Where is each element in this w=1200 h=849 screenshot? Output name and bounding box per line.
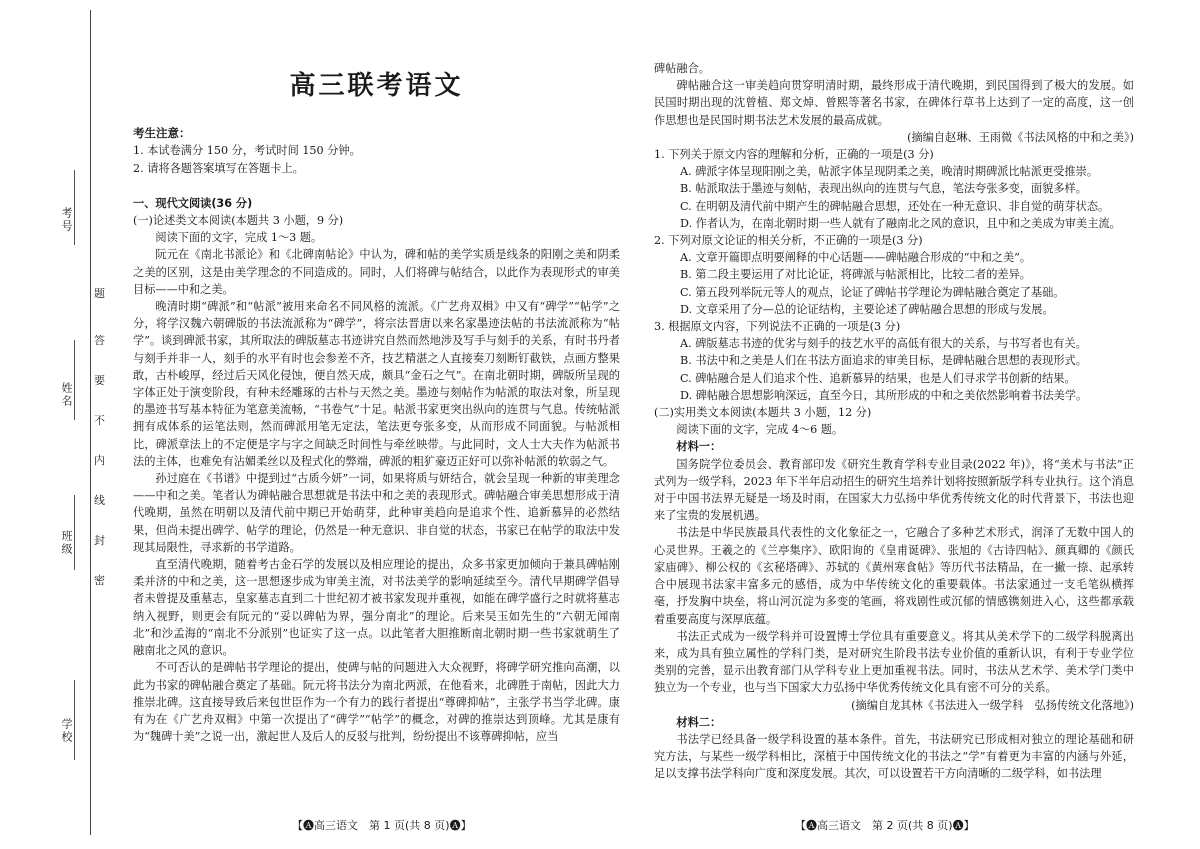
material-label: 材料二： bbox=[676, 715, 722, 729]
exam-no-label: 考号 bbox=[60, 207, 73, 233]
subsection-heading: (二)实用类文本阅读(本题共 3 小题，12 分) bbox=[654, 406, 872, 420]
question-option: B. 帖派取法于墨迹与刻帖，表现出纵向的连贯与气息，笔法夸张多变，面貌多样。 bbox=[680, 182, 1087, 196]
question-stem: 3. 根据原文内容，下列说法不正确的一项是(3 分) bbox=[654, 320, 901, 334]
question-option: C. 碑帖融合是人们追求个性、追新慕异的结果，也是人们寻求学书创新的结果。 bbox=[680, 371, 1076, 385]
notice-heading: 考生注意： bbox=[133, 126, 191, 141]
page-footer-left: 【🅐高三语文 第 1 页(共 8 页)🅐】 bbox=[292, 819, 472, 832]
notice-item: 2. 请将各题答案填写在答题卡上。 bbox=[133, 161, 304, 175]
class-underline bbox=[74, 495, 75, 570]
passage-paragraph: 直至清代晚期，随着考古金石学的发展以及相应理论的提出，众多书家更加倾向于兼具碑帖刚柔并济的中和之美，这一思想逐步成为审美主流，对书法美学的影响延续至今。清代早期碑学倡导者未曾提及重墓志，皇家墓志直到二十世纪初才被书家发现并重视，如能在碑学盛行之时就将墓志纳入视野，则更会有阮元的“妥以碑帖为界，强分南北”的理论。后来吴玉如先生的“六朝无闻南北”和沙孟海的“南北不分派别”也证实了这一点。以此笔者大胆推断南北朝时期一些书家就萌生了融南北之风的意识。 bbox=[133, 558, 620, 658]
material-paragraph: 书法学已经具备一级学科设置的基本条件。首先，书法研究已形成相对独立的理论基础和研究方法，与某些一级学科相比，深植于中国传统文化的书法之“学”有着更为丰富的内涵与外延，足以支撑书法学科向广度和深度发展。其次，可以设置若干方向清晰的二级学科，如书法理 bbox=[654, 732, 1134, 781]
seal-char: 密 bbox=[94, 574, 105, 587]
source-citation: (摘编自龙其林《书法进入一级学科 弘扬传统文化落地》) bbox=[851, 698, 1134, 712]
passage-paragraph: 碑帖融合。 bbox=[654, 62, 710, 75]
material-paragraph: 书法正式成为一级学科并可设置博士学位具有重要意义。将其从美术学下的二级学科脱离出来，成为具有独立属性的学科门类，是对研究生阶段书法专业价值的重新认识，有利于专业学位类别的完善，显示出教育部门从学科专业上更加重视书法。同时，书法从艺术学、美术学门类中独立为一个专业，也与当下国家大力弘扬中华优秀传统文化具有密不可分的关系。 bbox=[654, 629, 1134, 695]
question-option: D. 文章采用了分—总的论证结构，主要论述了碑帖融合思想的形成与发展。 bbox=[680, 302, 1054, 316]
question-option: D. 碑帖融合思想影响深远，直至今日，其所形成的中和之美依然影响着书法美学。 bbox=[680, 388, 1088, 402]
seal-char: 线 bbox=[94, 494, 105, 507]
instruction: 阅读下面的文字，完成 4～6 题。 bbox=[676, 423, 844, 437]
notice-item: 1. 本试卷满分 150 分，考试时间 150 分钟。 bbox=[133, 144, 361, 158]
question-option: A. 文章开篇即点明要阐释的中心话题——碑帖融合形成的“中和之美”。 bbox=[680, 251, 1032, 265]
source-citation: (摘编自赵琳、王雨微《书法风格的中和之美》) bbox=[907, 130, 1134, 144]
material-label: 材料一： bbox=[676, 440, 722, 454]
school-underline bbox=[74, 680, 75, 760]
binding-line bbox=[90, 10, 91, 835]
question-option: A. 碑版墓志书迹的优劣与刻手的技艺水平的高低有很大的关系，与书写者也有关。 bbox=[680, 337, 1087, 351]
question-stem: 2. 下列对原文论证的相关分析，不正确的一项是(3 分) bbox=[654, 234, 923, 248]
seal-char: 内 bbox=[94, 454, 105, 467]
passage-paragraph: 晚清时期“碑派”和“帖派”被用来命名不同风格的流派。《广艺舟双楫》中又有“碑学”“帖学”之分，将学汉魏六朝碑版的书法流派称为“碑学”，将宗法晋唐以来名家墨迹法帖的书法流派称为“帖学”。谈到碑派书家，其所取法的碑版墓志书迹讲究自然而然地涉及写手与刻手的关系，有时书丹者与刻手并非一人，刻手的水平有时也会参差不齐，技艺精湛之人直接奏刀刻断钉截铁，点画方整果敢，古朴峻厚，经过后天风化侵蚀，便自然天成，颇具“金石之气”。在南北朝时期，碑版所呈现的字体正处于演变阶段，有种未经雕琢的古朴与天然之美。墨迹与刻帖作为帖派的取法对象，所呈现的墨迹书写基本特征为笔意美流畅，“书卷气”十足。帖派书家更突出纵向的连贯与气息。传统帖派拥有成体系的运笔法则，然而碑派用笔无定法，笔法更夸张多变，从而形成不同面貌。与帖派相比，碑派章法上的不定便是字与字之间缺乏时间性与牵丝映带。与此同时，文人士大夫作为帖派书法的主体，也难免有沾媚柔丝以及程式化的弊端，碑派的粗犷豪迈正好可以弥补帖派的软弱之气。 bbox=[133, 300, 620, 468]
question-option: A. 碑派字体呈现阳刚之美，帖派字体呈现阴柔之美，晚清时期碑派比帖派更受推崇。 bbox=[680, 165, 1098, 179]
question-option: D. 作者认为，在南北朝时期一些人就有了融南北之风的意识，且中和之美成为审美主流。 bbox=[680, 216, 1121, 230]
passage-paragraph: 碑帖融合这一审美趋向贯穿明清时期，最终形成于清代晚期，到民国得到了极大的发展。如民国时期出现的沈曾植、郑文焯、曾熙等著名书家，在碑体行草书上达到了一定的高度，这一创作思想也是民国时期书法艺术发展的最高成就。 bbox=[654, 79, 1134, 127]
seal-char: 封 bbox=[94, 534, 105, 547]
material-paragraph: 国务院学位委员会、教育部印发《研究生教育学科专业目录(2022 年)》，将“美术与书法”正式列为一级学科，2023 年下半年启动招生的研究生培养计划将按照新版学科专业执行。这个消息对于中国书法界无疑是一场及时雨，在国家大力弘扬中华优秀传统文化的时代背景下，书法也迎来了宝贵的发展机遇。 bbox=[654, 457, 1134, 523]
seal-char: 题 bbox=[94, 287, 105, 300]
name-underline bbox=[74, 340, 75, 420]
left-column bbox=[133, 60, 620, 745]
instruction: 阅读下面的文字，完成 1～3 题。 bbox=[155, 231, 323, 245]
name-label: 姓名 bbox=[60, 382, 73, 408]
passage-paragraph: 不可否认的是碑帖书学理论的提出，使碑与帖的问题进入大众视野，将碑学研究推向高潮，以此为书家的碑帖融合奠定了基础。阮元将书法分为南北两派，在他看来，北碑胜于南帖，因此大力推崇北碑。这直接导致后来包世臣作为一个有力的践行者提出“尊碑抑帖”，主张学书当学北碑。康有为在《广艺舟双楫》中第一次提出了“碑学”“帖学”的概念，对碑的推崇达到顶峰。尤其是康有为“魏碑十美”之说一出，激起世人及后人的反驳与批判，纷纷提出不该尊碑抑帖，应当 bbox=[133, 661, 620, 744]
question-option: C. 在明朝及清代前中期产生的碑帖融合思想，还处在一种无意识、非自觉的萌芽状态。 bbox=[680, 199, 1110, 213]
question-option: C. 第五段列举阮元等人的观点，论证了碑帖书学理论为碑帖融合奠定了基础。 bbox=[680, 285, 1065, 299]
seal-char: 答 bbox=[94, 334, 105, 347]
page-footer-right: 【🅐高三语文 第 2 页(共 8 页)🅐】 bbox=[795, 819, 975, 832]
school-label: 学校 bbox=[60, 718, 73, 744]
class-label: 班级 bbox=[60, 530, 73, 556]
passage-paragraph: 阮元在《南北书派论》和《北碑南帖论》中认为，碑和帖的美学实质是线条的阳刚之美和阴柔之美的区别，这是由美学理念的不同造成的。同时，人们将碑与帖结合，以此作为表现形式的审美目标——中和之美。 bbox=[133, 248, 620, 296]
exam-title: 高三联考语文 bbox=[289, 71, 464, 101]
seal-line-text bbox=[92, 15, 108, 835]
passage-paragraph: 孙过庭在《书谱》中提到过“古质今妍”一词，如果将质与妍结合，就会呈现一种新的审美理念——中和之美。笔者认为碑帖融合思想就是书法中和之美的表现形式。碑帖融合审美思想形成于清代晚期，虽然在明朝以及清代前中期已开始萌芽，此种审美趋向是追求个性、追新慕异的必然结果，但尚未提出碑学、帖学的理论，仍然是一种无意识、非自觉的状态，书家已在帖学的取法中发现其局限性，寻求新的书学道路。 bbox=[133, 472, 620, 554]
section-heading: 一、现代文阅读(36 分) bbox=[133, 196, 253, 210]
right-column bbox=[654, 60, 1134, 783]
seal-char: 要 bbox=[94, 374, 105, 387]
question-option: B. 第二段主要运用了对比论证，将碑派与帖派相比，比较二者的差异。 bbox=[680, 268, 1031, 282]
question-stem: 1. 下列关于原文内容的理解和分析，正确的一项是(3 分) bbox=[654, 148, 934, 162]
seal-char: 不 bbox=[94, 414, 105, 427]
exam-no-underline bbox=[74, 170, 75, 245]
question-option: B. 书法中和之美是人们在书法方面追求的审美目标，是碑帖融合思想的表现形式。 bbox=[680, 354, 1087, 368]
subsection-heading: (一)论述类文本阅读(本题共 3 小题，9 分) bbox=[133, 214, 344, 228]
material-paragraph: 书法是中华民族最具代表性的文化象征之一，它融合了多种艺术形式，润泽了无数中国人的心灵世界。王羲之的《兰亭集序》、欧阳询的《皇甫诞碑》、张旭的《古诗四帖》、颜真卿的《颜氏家庙碑》、柳公权的《玄秘塔碑》、苏轼的《黄州寒食帖》等历代书法精品，在一撇一捺、起承转合中展现书法家丰富多元的感悟，成为中华传统文化的重要载体。书法家通过一支毛笔纵横挥毫，抒发胸中块垒，将山河沉淀为多变的笔画，将戏剧性或沉郁的情感镌刻进入心，这些都承载着重要高度与深厚底蕴。 bbox=[654, 526, 1134, 626]
